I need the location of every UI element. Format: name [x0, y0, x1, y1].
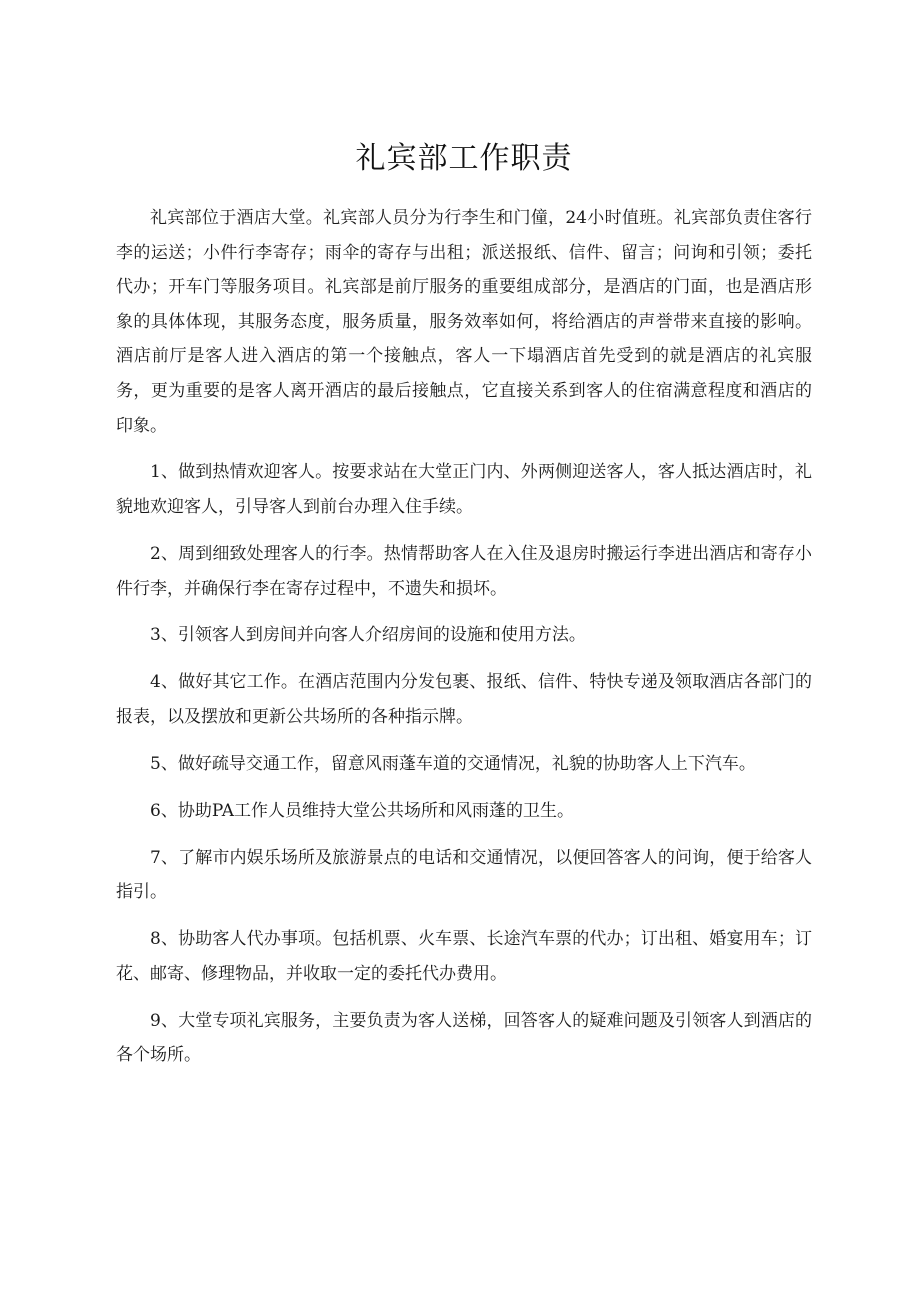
intro-paragraph: 礼宾部位于酒店大堂。礼宾部人员分为行李生和门僮，24小时值班。礼宾部负责住客行李的运送；小件行李寄存；雨伞的寄存与出租；派送报纸、信件、留言；问询和引领；委托代办；开车门等服务项目。礼宾部是前厅服务的重要组成部分，是酒店的门面，也是酒店形象的具体体现，其服务态度，服务质量，服务效率如何，将给酒店的声誉带来直接的影响。酒店前厅是客人进入酒店的第一个接触点，客人一下塌酒店首先受到的就是酒店的礼宾服务，更为重要的是客人离开酒店的最后接触点，它直接关系到客人的住宿满意程度和酒店的印象。 — [116, 208, 812, 436]
duty-item-9: 9、大堂专项礼宾服务，主要负责为客人送梯，回答客人的疑难问题及引领客人到酒店的各个场所。 — [116, 1010, 812, 1066]
duty-item-1: 1、做到热情欢迎客人。按要求站在大堂正门内、外两侧迎送客人，客人抵达酒店时，礼貌地欢迎客人，引导客人到前台办理入住手续。 — [116, 462, 812, 518]
duty-item-3: 3、引领客人到房间并向客人介绍房间的设施和使用方法。 — [150, 625, 586, 646]
document-title: 礼宾部工作职责 — [355, 141, 573, 176]
duty-item-5: 5、做好疏导交通工作，留意风雨蓬车道的交通情况，礼貌的协助客人上下汽车。 — [150, 753, 756, 774]
duty-item-4: 4、做好其它工作。在酒店范围内分发包裹、报纸、信件、特快专递及领取酒店各部门的报表，以及摆放和更新公共场所的各种指示牌。 — [116, 672, 812, 727]
document-body — [116, 201, 812, 1073]
duty-item-6: 6、协助PA工作人员维持大堂公共场所和风雨蓬的卫生。 — [150, 800, 574, 821]
duty-item-2: 2、周到细致处理客人的行李。热情帮助客人在入住及退房时搬运行李进出酒店和寄存小件行李，并确保行李在寄存过程中，不遗失和损坏。 — [116, 543, 812, 599]
duty-item-7: 7、了解市内娱乐场所及旅游景点的电话和交通情况，以便回答客人的问询，便于给客人指引。 — [116, 847, 812, 903]
duty-item-8: 8、协助客人代办事项。包括机票、火车票、长途汽车票的代办；订出租、婚宴用车；订花、邮寄、修理物品，并收取一定的委托代办费用。 — [116, 929, 812, 984]
